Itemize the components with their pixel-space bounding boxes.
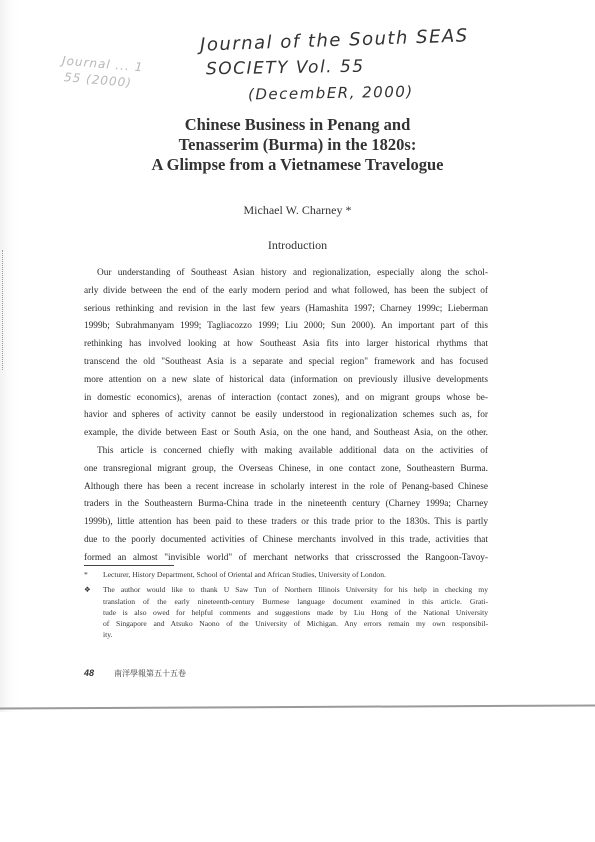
body-line: Although there has been a recent increase in scholarly interest in the role of Penang-based Chinese: [84, 481, 488, 492]
body-line: example, the divide between East or South Asia, on the one hand, and Southeast Asia, on the other.: [84, 428, 488, 439]
body-line: 1999b), little attention has been paid to these traders or this trade prior to the 1830s. This is partly: [84, 517, 488, 528]
body-line: transcend the old "Southeast Asia is a separate and special region" framework and has focused: [84, 356, 488, 367]
footnote-divider: [84, 565, 174, 566]
handwritten-note-line-1: Journal of the South SEAS: [199, 25, 469, 56]
handwritten-note-line-2: SOCIETY Vol. 55: [205, 56, 365, 80]
body-line: serious rethinking and revision in the last few years (Hamashita 1997; Charney 1999c; Lieberman: [84, 303, 488, 314]
footnote-line: ity.: [103, 630, 113, 640]
footnote-mark: ❖: [84, 585, 91, 595]
section-heading: Introduction: [267, 238, 328, 252]
footnote-mark: *: [84, 570, 88, 579]
body-line: rethinking has involved looking at how Southeast Asia fits into larger historical rhythms that: [84, 339, 488, 350]
body-line: formed an almost "invisible world" of merchant networks that crisscrossed the Rangoon-Tavoy-: [84, 552, 488, 563]
handwritten-note-line-3: (DecembER, 2000): [247, 82, 414, 104]
body-line: traders in the Southeastern Burma-China trade in the nineteenth century (Charney 1999a; Charney: [84, 499, 488, 510]
footnote-line: Lecturer, History Department, School of Oriental and African Studies, University of London.: [103, 570, 386, 579]
page-footer: [84, 668, 186, 679]
footnote-acknowledgements: [84, 584, 488, 640]
article-title-line: A Glimpse from a Vietnamese Travelogue: [151, 155, 444, 174]
body-line: arly divide between the end of the early modern period and what followed, has been the subject of: [84, 285, 488, 296]
footnote-line: tude is also owed for helpful comments and suggestions made by Liu Hong of the National University: [103, 607, 488, 617]
footnotes: [84, 569, 488, 645]
footnote-line: The author would like to thank U Saw Tun of Northern Illinois University for his help in checking my: [103, 585, 488, 595]
article-title-line: Chinese Business in Penang and: [184, 115, 411, 134]
body-line: havior and spheres of activity cannot be easily understood in regionalization schemes such as, for: [84, 410, 488, 421]
scan-edge-marks: [2, 250, 7, 370]
article-title-line: Tenasserim (Burma) in the 1820s:: [178, 135, 417, 154]
faint-handwritten-note-line-2: 55 (2000): [63, 70, 133, 90]
article-body: [84, 265, 488, 568]
faint-handwritten-note-line-1: Journal ... 1: [61, 53, 144, 75]
footnote-line: of Singapore and Atsuko Naono of the University of Michigan. Any errors remain my own responsibil-: [103, 619, 488, 629]
body-line: more attention on a new slate of historical data (information on previously illusive developments: [84, 374, 488, 385]
body-line: This article is concerned chiefly with making available additional data on the activities of: [97, 445, 488, 456]
body-line: 1999b; Subrahmanyam 1999; Tagliacozzo 1999; Liu 2000; Sun 2000). An important part of this: [84, 321, 488, 332]
body-line: due to the poorly documented activities of Chinese merchants involved in this trade, activities that: [84, 534, 488, 545]
body-paragraph-1: [84, 265, 488, 443]
article-author: Michael W. Charney *: [243, 203, 352, 217]
body-paragraph-2: [84, 443, 488, 568]
article-title: [60, 115, 535, 175]
body-line: in domestic economics), arenas of interaction (contact zones), and on migrant groups whose be-: [84, 392, 488, 403]
footnote-line: translation of the early nineteenth-century Burmese language document examined in this article. Grati-: [103, 596, 488, 606]
page-number: 48: [84, 668, 95, 678]
footnote-author-affiliation: [84, 569, 488, 580]
body-line: one transregional migrant group, the Overseas Chinese, in one contact zone, Southeastern Burma.: [84, 463, 488, 474]
journal-name: 南洋學報第五十五卷: [114, 669, 187, 678]
body-line: Our understanding of Southeast Asian history and regionalization, especially along the schol-: [97, 268, 488, 278]
